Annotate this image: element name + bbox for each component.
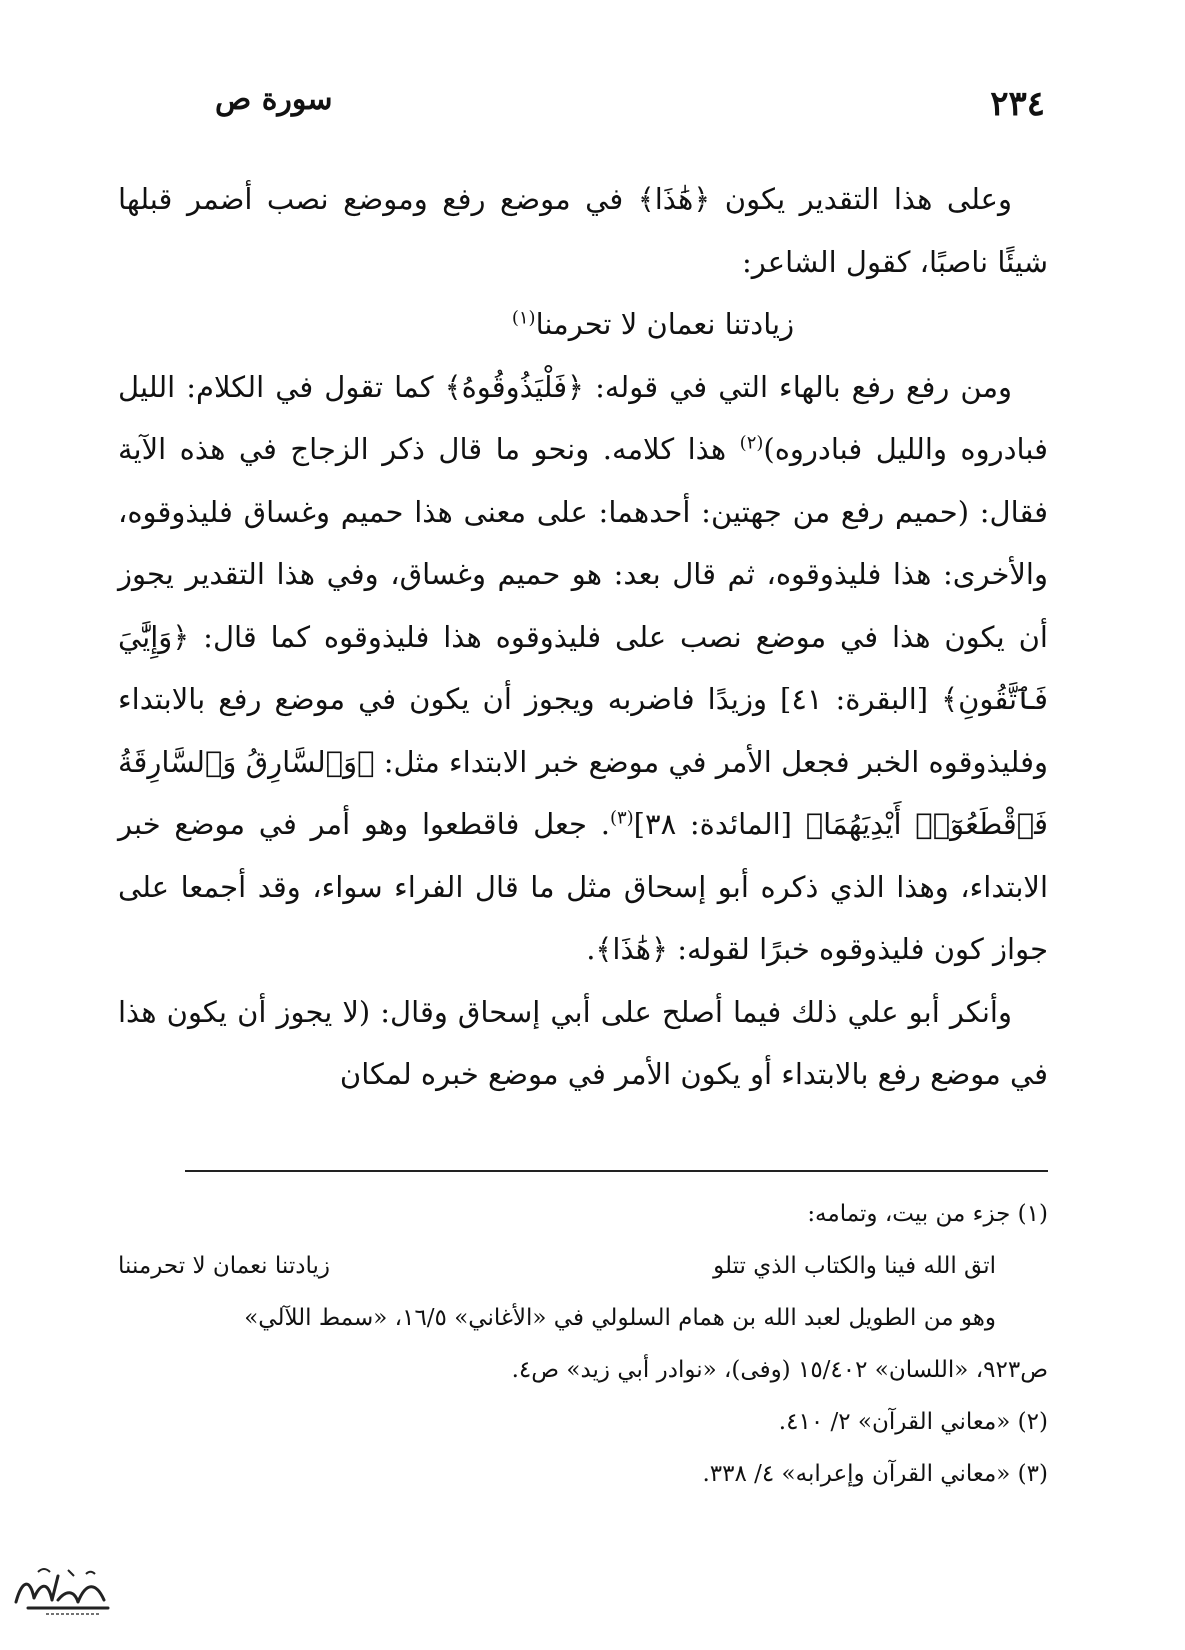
footnote-2: (٢) «معاني القرآن» ٢/ ٤١٠.: [778, 1409, 1048, 1435]
footnote-1-title: (١) جزء من بيت، وتمامه:: [807, 1201, 1048, 1227]
paragraph-2-part-a: ومن رفع رفع بالهاء التي في قوله: ﴿فَلْيَذُوقُوهُ﴾ كما تقول في الكلام: الليل فبادروه والليل فبادروه): [118, 369, 1048, 466]
poem-hemistich-1: زيادتنا نعمان لا تحرمننا: [118, 1253, 330, 1279]
footnotes: [118, 1188, 1048, 1500]
paragraph-2-part-c: . جعل فاقطعوا وهو أمر في موضع خبر الابتداء، وهذا الذي ذكره أبو إسحاق مثل ما قال الفراء سواء، وقد أجمعا على جواز كون فليذوقوه خبرًا لقوله: ﴿هَٰذَا﴾.: [118, 807, 1048, 966]
paragraph-1: وعلى هذا التقدير يكون ﴿هَٰذَا﴾ في موضع رفع وموضع نصب أضمر قبلها شيئًا ناصبًا، كقول الشاعر:: [118, 182, 1048, 279]
footnote-1-source-line-1: وهو من الطويل لعبد الله بن همام السلولي في «الأغاني» ١٦/٥، «سمط اللآلي»: [244, 1305, 996, 1331]
poetry-verse: [118, 293, 1048, 356]
paragraph-2-part-b: هذا كلامه. ونحو ما قال ذكر الزجاج في هذه الآية فقال: (حميم رفع من جهتين: أحدهما: على معنى هذا حميم وغساق فليذوقوه، والأخرى: هذا فليذوقوه، ثم قال بعد: هو حميم وغساق، وفي هذا التقدير يجوز أن يكون هذا في موضع نصب على فليذوقوه هذا فليذوقوه كما قال: ﴿وَإِيَّٰيَ فَٱتَّقُونِ﴾ [البقرة: ٤١] وزيدًا فاضربه ويجوز أن يكون في موضع رفع بالابتداء وفليذوقوه الخبر فجعل الأمر في موضع خبر الابتداء مثل: ﴿وَٱلسَّارِقُ وَٱلسَّارِقَةُ فَٱقْطَعُوٓا۟ أَيْدِيَهُمَا﴾ [المائدة: ٣٨]: [118, 432, 1048, 841]
publisher-logo-icon: [8, 1560, 118, 1620]
paragraph-2: [118, 356, 1048, 981]
poem-hemistich-2: اتق الله فينا والكتاب الذي تتلو: [713, 1253, 996, 1279]
paragraph-3: وأنكر أبو علي ذلك فيما أصلح على أبي إسحاق وقال: (لا يجوز أن يكون هذا في موضع رفع بالابتداء أو يكون الأمر في موضع خبره لمكان: [118, 994, 1048, 1091]
footnote-3: (٣) «معاني القرآن وإعرابه» ٤/ ٣٣٨.: [702, 1461, 1048, 1487]
footnote-1-source-line-2: ص٩٢٣، «اللسان» ١٥/٤٠٢ (وفى)، «نوادر أبي زيد» ص٤.: [511, 1357, 1048, 1383]
footnote-ref-3: (٣): [609, 807, 634, 829]
verse-text: زيادتنا نعمان لا تحرمنا: [535, 307, 795, 341]
surah-title: سورة ص: [215, 82, 333, 117]
footnote-ref-1: (١): [511, 307, 536, 329]
footnote-ref-2: (٢): [739, 432, 764, 454]
page-header: [215, 78, 1045, 138]
main-text: [118, 168, 1048, 1106]
footnote-1-poem: [118, 1240, 1048, 1292]
footnote-divider: [185, 1170, 1048, 1172]
page-number: ٢٣٤: [990, 84, 1045, 124]
